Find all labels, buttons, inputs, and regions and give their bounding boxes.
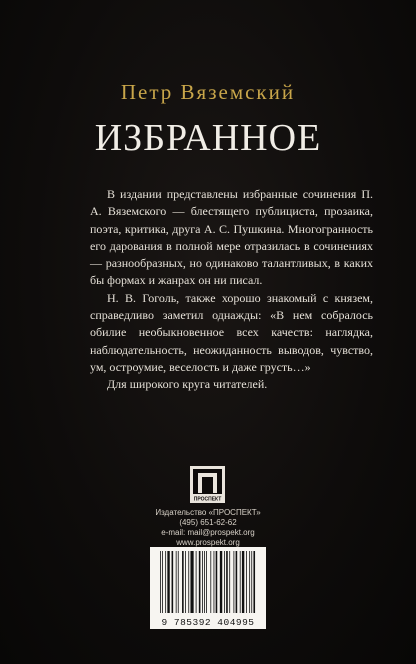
publisher-website: www.prospekt.org <box>176 538 240 547</box>
annotation-paragraph: В издании представлены избранные сочинения П. А. Вяземского — блестящего публициста, прозаика, поэта, критика, друга А. С. Пушкина. Многогранность его дарования в полной мере отразилась в сочинениях — разнообразных, но одинаково талантливых, в каких бы формах и жанрах он ни писал. <box>90 187 373 288</box>
annotation-paragraph: Для широкого круга читателей. <box>107 377 268 392</box>
book-title: ИЗБРАННОЕ <box>94 117 322 159</box>
annotation-paragraph: Н. В. Гоголь, также хорошо знакомый с князем, справедливо заметил однажды: «В нем собралось обилие необыкновенное всех качеств: наглядка, наблюдательность, неожиданность выводов, чувство, ум, остроумие, веселость и даже грусть…» <box>90 290 373 374</box>
publisher-phone: (495) 651-62-62 <box>179 518 237 527</box>
logo-label: ПРОСПЕКТ <box>193 496 222 503</box>
publisher-name: Издательство «ПРОСПЕКТ» <box>155 508 261 517</box>
publisher-logo-icon <box>190 466 225 503</box>
isbn-number: 9 785392 404995 <box>161 617 255 628</box>
barcode-bars <box>150 547 266 619</box>
author-name: Петр Вяземский <box>120 80 296 104</box>
annotation-text <box>90 186 373 394</box>
isbn-barcode <box>150 547 266 629</box>
publisher-info <box>0 508 416 548</box>
publisher-email: e-mail: mail@prospekt.org <box>161 528 255 537</box>
